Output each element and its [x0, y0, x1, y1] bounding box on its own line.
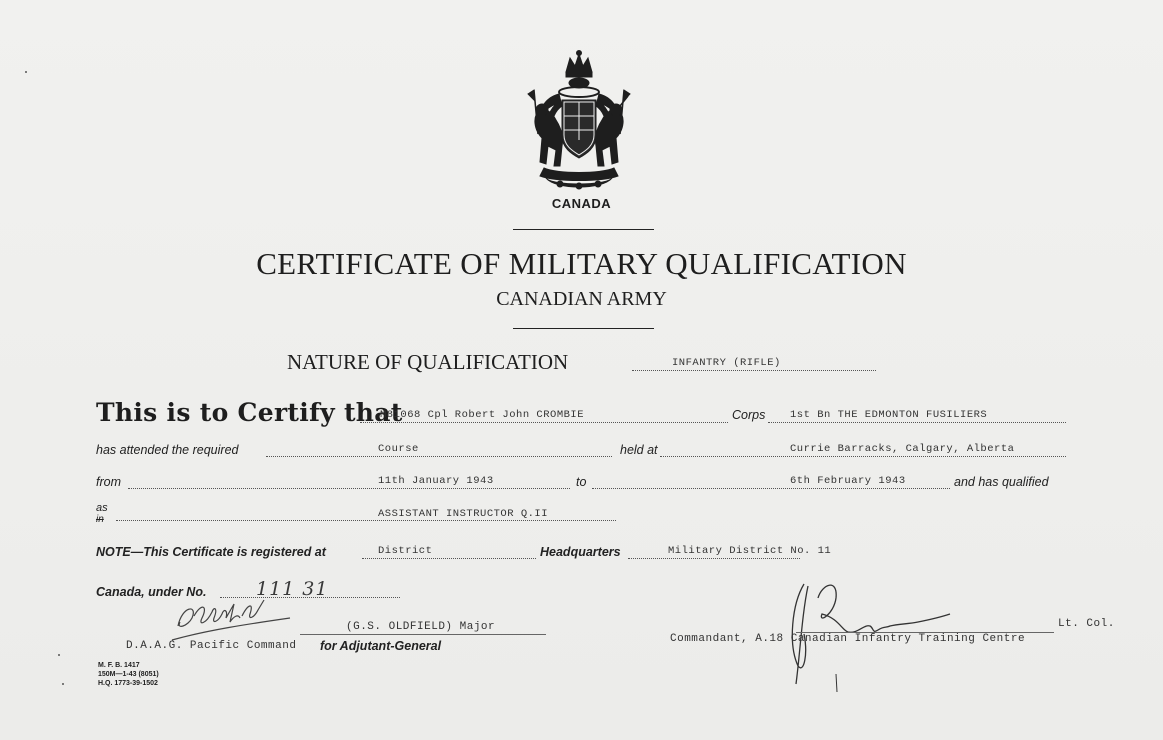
- to-date: 6th February 1943: [790, 475, 906, 487]
- to-line: [592, 488, 950, 489]
- oldfield-signature: [168, 596, 308, 644]
- soldier-name: M81068 Cpl Robert John CROMBIE: [380, 409, 585, 421]
- commandant-title: Commandant, A.18 Canadian Infantry Training Centre: [670, 633, 1026, 645]
- qualified-label: and has qualified: [954, 475, 1049, 489]
- from-date: 11th January 1943: [378, 475, 494, 487]
- under-no-label: Canada, under No.: [96, 585, 207, 599]
- paper-speck: [58, 654, 60, 656]
- to-label: to: [576, 475, 587, 489]
- note-line-1: [362, 558, 536, 559]
- course-value: Course: [378, 443, 419, 455]
- nature-value: INFANTRY (RIFLE): [672, 357, 781, 369]
- qualification-title: ASSISTANT INSTRUCTOR Q.II: [378, 508, 549, 520]
- from-label: from: [96, 475, 121, 489]
- canada-coat-of-arms: [526, 50, 632, 192]
- certificate-title: CERTIFICATE OF MILITARY QUALIFICATION: [256, 246, 907, 281]
- paper-speck: [25, 71, 27, 73]
- country-label: CANADA: [551, 196, 612, 211]
- corps-label: Corps: [732, 408, 766, 422]
- top-rule: [513, 229, 654, 230]
- registration-number: 111 31: [256, 578, 329, 600]
- certify-label: This is to Certify that: [96, 398, 403, 427]
- note-line-2: [628, 558, 800, 559]
- name-line: [360, 422, 728, 423]
- military-district: Military District No. 11: [668, 545, 832, 557]
- form-number: M. F. B. 1417: [98, 662, 140, 669]
- nature-label: NATURE OF QUALIFICATION: [287, 350, 569, 374]
- corps-value: 1st Bn THE EDMONTON FUSILIERS: [790, 409, 988, 421]
- signatory-title: D.A.A.G. Pacific Command: [126, 640, 297, 652]
- signatory-name: (G.S. OLDFIELD) Major: [346, 621, 496, 633]
- left-signature-line: [300, 634, 546, 635]
- held-at-value: Currie Barracks, Calgary, Alberta: [790, 443, 1015, 455]
- nature-line: [632, 370, 876, 371]
- certificate-subtitle: CANADIAN ARMY: [496, 288, 667, 310]
- paper-speck: [62, 683, 64, 685]
- form-hq-ref: H.Q. 1773-39-1502: [98, 680, 158, 687]
- note-label: NOTE—This Certificate is registered at: [96, 545, 326, 559]
- from-line: [128, 488, 570, 489]
- form-print-run: 150M—1-43 (8051): [98, 671, 159, 678]
- in-struck-label: in: [96, 514, 104, 525]
- registered-district: District: [378, 545, 433, 557]
- commandant-rank: Lt. Col.: [1058, 618, 1115, 630]
- as-label: as: [96, 502, 108, 514]
- attended-label: has attended the required: [96, 443, 239, 457]
- for-adjutant-general: for Adjutant-General: [320, 639, 442, 653]
- held-at-label: held at: [620, 443, 658, 457]
- as-line: [116, 520, 616, 521]
- held-at-line: [660, 456, 1066, 457]
- headquarters-label: Headquarters: [540, 545, 621, 559]
- corps-line: [768, 422, 1066, 423]
- mid-rule: [513, 328, 654, 329]
- course-line: [266, 456, 612, 457]
